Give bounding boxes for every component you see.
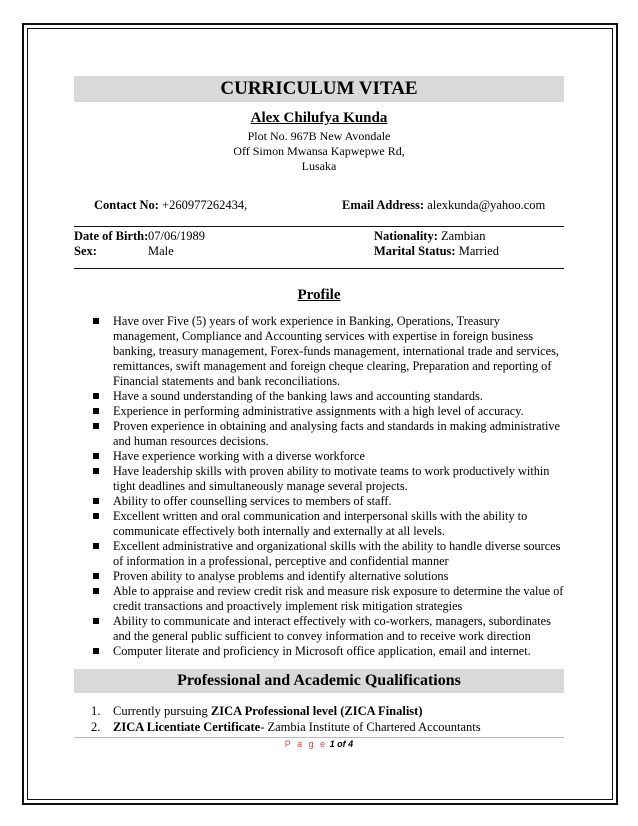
- dob-label: Date of Birth:: [74, 229, 149, 243]
- sex-label: Sex:: [74, 244, 97, 258]
- list-item: 1. Currently pursuing ZICA Professional level (ZICA Finalist): [91, 704, 423, 718]
- page-footer: [74, 738, 564, 750]
- square-bullet-icon: [93, 318, 99, 324]
- square-bullet-icon: [93, 423, 99, 429]
- list-item: Able to appraise and review credit risk and measure risk exposure to determine the value of credit transactions and proactively implement risk mitigation strategies: [74, 584, 564, 614]
- qualifications-list: [74, 703, 564, 735]
- square-bullet-icon: [93, 453, 99, 459]
- address-line: Off Simon Mwansa Kapwepwe Rd,: [233, 144, 405, 158]
- list-item: Proven experience in obtaining and analysing facts and standards in making administrative and human resources decisions.: [74, 419, 564, 449]
- phone-value: +260977262434,: [162, 198, 248, 212]
- sex-value: Male: [148, 244, 174, 258]
- personal-row-sex: [74, 244, 564, 259]
- list-item: Excellent administrative and organizational skills with the ability to handle diverse sources of information in a professional, perceptive and confidential manner: [74, 539, 564, 569]
- list-item: Computer literate and proficiency in Microsoft office application, email and internet.: [74, 644, 564, 659]
- phone-label: Contact No:: [94, 198, 159, 212]
- list-item: Have a sound understanding of the banking laws and accounting standards.: [74, 389, 564, 404]
- list-item: Have leadership skills with proven ability to motivate teams to work productively within tight deadlines and simultaneously manage several projects.: [74, 464, 564, 494]
- square-bullet-icon: [93, 618, 99, 624]
- profile-list: [74, 314, 564, 659]
- square-bullet-icon: [93, 498, 99, 504]
- page-number: 1 of 4: [329, 739, 354, 749]
- address-line: Plot No. 967B New Avondale: [247, 129, 391, 143]
- list-item: Ability to communicate and interact effectively with co-workers, managers, subordinates and the general public sufficient to convey information and to receive work direction: [74, 614, 564, 644]
- square-bullet-icon: [93, 468, 99, 474]
- list-item: 2. ZICA Licentiate Certificate- Zambia Institute of Chartered Accountants: [91, 720, 481, 734]
- list-item: Experience in performing administrative assignments with a high level of accuracy.: [74, 404, 564, 419]
- address-block: [74, 129, 564, 174]
- email-value: alexkunda@yahoo.com: [427, 198, 546, 212]
- list-item: Ability to offer counselling services to members of staff.: [74, 494, 564, 509]
- phone-contact: [94, 197, 247, 213]
- cv-content: [74, 76, 564, 735]
- nationality-field: [374, 229, 485, 244]
- list-number: 1.: [91, 704, 101, 718]
- square-bullet-icon: [93, 573, 99, 579]
- dob-value: 07/06/1989: [148, 229, 205, 243]
- marital-value: Married: [458, 244, 499, 258]
- list-item: Excellent written and oral communication and interpersonal skills with the ability to communicate effectively both internally and externally at all levels.: [74, 509, 564, 539]
- nationality-value: Zambian: [441, 229, 486, 243]
- page-word: P a g e: [284, 739, 328, 749]
- personal-row-dob: [74, 229, 564, 244]
- square-bullet-icon: [93, 408, 99, 414]
- divider-bottom: [74, 268, 564, 269]
- list-item: Proven ability to analyse problems and identify alternative solutions: [74, 569, 564, 584]
- marital-field: [374, 244, 499, 259]
- nationality-label: Nationality:: [374, 229, 438, 243]
- list-item: Have experience working with a diverse workforce: [74, 449, 564, 464]
- address-line: Lusaka: [301, 159, 337, 173]
- square-bullet-icon: [93, 588, 99, 594]
- square-bullet-icon: [93, 513, 99, 519]
- document-title: CURRICULUM VITAE: [74, 76, 564, 102]
- email-label: Email Address:: [342, 198, 425, 212]
- divider-top: [74, 226, 564, 227]
- square-bullet-icon: [93, 543, 99, 549]
- square-bullet-icon: [93, 648, 99, 654]
- marital-label: Marital Status:: [374, 244, 456, 258]
- candidate-name: Alex Chilufya Kunda: [250, 110, 388, 126]
- email-contact: [342, 197, 545, 213]
- profile-heading: Profile: [297, 287, 341, 303]
- square-bullet-icon: [93, 393, 99, 399]
- list-number: 2.: [91, 720, 101, 734]
- list-item: Have over Five (5) years of work experience in Banking, Operations, Treasury management, Compliance and Accounting services with expertise in foreign business banking, treasury management, Forex-funds management, international trade and services, remittances, swift management and foreign cheque clearing, Preparation and reporting of Financial statements and bank reconciliations.: [74, 314, 564, 389]
- contact-row: [74, 197, 564, 213]
- qualifications-heading: Professional and Academic Qualifications: [74, 669, 564, 693]
